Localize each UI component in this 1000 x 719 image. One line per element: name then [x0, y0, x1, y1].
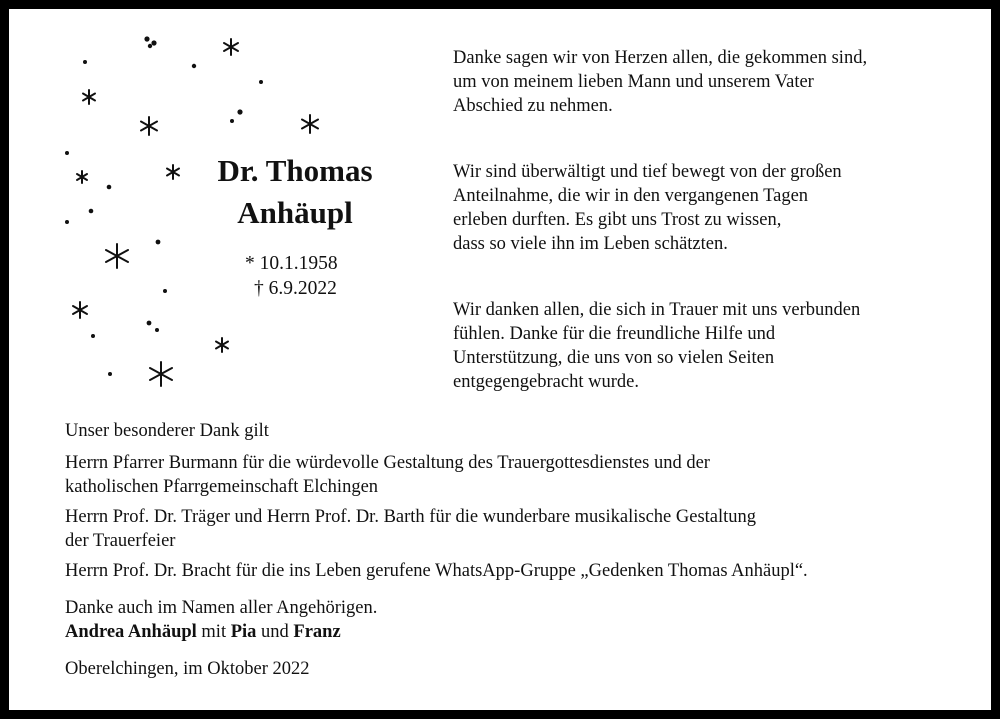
text-line: um von meinem lieben Mann und unserem Vater	[453, 72, 814, 92]
text-line: entgegengebracht wurde.	[453, 372, 639, 392]
signer-franz: Franz	[293, 622, 341, 642]
text-line: Wir danken allen, die sich in Trauer mit uns verbunden	[453, 300, 861, 320]
text-line: dass so viele ihn im Leben schätzten.	[453, 234, 728, 254]
text-line: Herrn Prof. Dr. Bracht für die ins Leben gerufene WhatsApp-Gruppe „Gedenken Thomas Anhäupl“.	[65, 561, 808, 581]
death-date: † 6.9.2022	[254, 278, 337, 299]
text-line: Danke sagen wir von Herzen allen, die gekommen sind,	[453, 48, 868, 68]
signer-pia: Pia	[230, 622, 257, 642]
text-line: Herrn Pfarrer Burmann für die würdevolle Gestaltung des Trauergottesdienstes und der	[65, 453, 710, 473]
text-line: der Trauerfeier	[65, 531, 176, 551]
signer-sep-mit: mit	[196, 622, 231, 642]
deceased-name-line1: Dr. Thomas	[217, 153, 373, 188]
place-date: Oberelchingen, im Oktober 2022	[65, 659, 310, 679]
deceased-name-line2: Anhäupl	[237, 195, 353, 230]
text-line: Unterstützung, die uns von so vielen Seiten	[453, 348, 775, 368]
signer-andrea: Andrea Anhäupl	[65, 622, 197, 642]
obituary-card	[9, 9, 991, 710]
text-line: fühlen. Danke für die freundliche Hilfe und	[453, 324, 776, 344]
thanks-item-3	[65, 559, 808, 583]
closing-line: Danke auch im Namen aller Angehörigen.	[65, 598, 378, 618]
thanks-item-1	[65, 451, 710, 499]
text-line: Anteilnahme, die wir in den vergangenen Tagen	[453, 186, 809, 206]
thanks-item-2	[65, 505, 756, 553]
text-line: erleben durften. Es gibt uns Trost zu wissen,	[453, 210, 782, 230]
thanks-intro: Unser besonderer Dank gilt	[65, 421, 269, 441]
right-paragraph-1	[453, 46, 867, 118]
text-line: katholischen Pfarrgemeinschaft Elchingen	[65, 477, 379, 497]
signers	[65, 620, 341, 644]
birth-date: * 10.1.1958	[245, 253, 338, 274]
text-line: Abschied zu nehmen.	[453, 96, 613, 116]
right-paragraph-2	[453, 160, 842, 256]
text-line: Wir sind überwältigt und tief bewegt von der großen	[453, 162, 842, 182]
right-paragraph-3	[453, 298, 860, 394]
signer-sep-und: und	[256, 622, 294, 642]
text-line: Herrn Prof. Dr. Träger und Herrn Prof. Dr. Barth für die wunderbare musikalische Gestaltung	[65, 507, 757, 527]
